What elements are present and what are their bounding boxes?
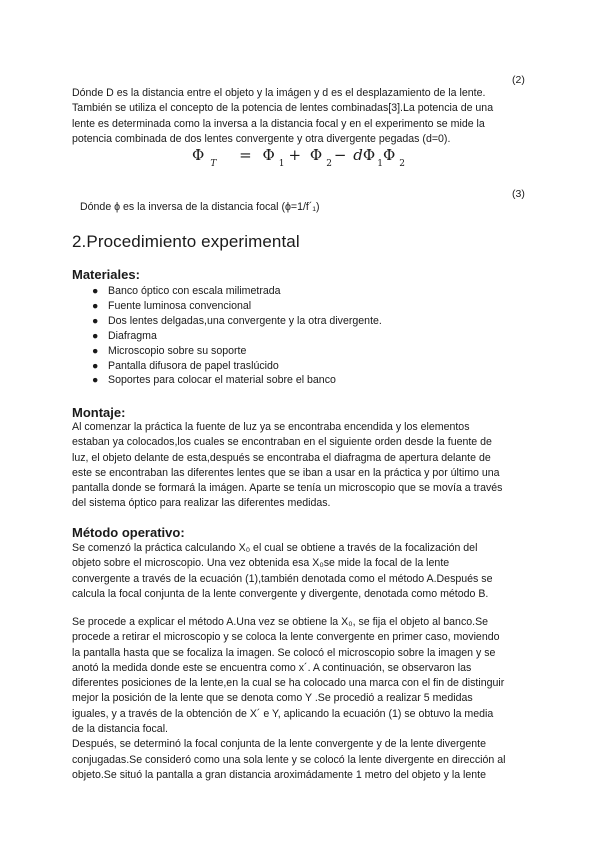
list-item: ● Diafragma — [92, 329, 157, 342]
bullet-icon: ● — [92, 299, 99, 312]
list-item: ● Dos lentes delgadas,una convergente y la otra divergente. — [92, 314, 382, 327]
text-line: la pantalla hasta que se focaliza la imagen. Se colocó el microscopio sobre la imagen y se — [72, 646, 496, 659]
phi-symbol: Φ — [382, 146, 396, 164]
phi-symbol: Φ — [192, 146, 205, 164]
bullet-icon: ● — [92, 344, 99, 357]
text-line: lente es determinada como la inversa a la distancia focal y en el experimento se mide la — [72, 117, 485, 130]
list-item: ● Microscopio sobre su soporte — [92, 344, 247, 357]
plus-sign: + — [288, 146, 302, 164]
text-line: Dónde D es la distancia entre el objeto y la imágen y d es el desplazamiento de la lente. — [72, 87, 486, 99]
list-item: ● Fuente luminosa convencional — [92, 299, 252, 312]
subscript-2: 2 — [399, 159, 405, 169]
intro-paragraph — [72, 86, 532, 147]
text-line: convergente a través de la ecuación (1),también denotada como el método A.Después se — [72, 572, 493, 585]
combined-power-formula — [192, 146, 405, 169]
text-line: Se procede a explicar el método A.Una vez se obtiene la X₀, se fija el objeto al banco.Se — [72, 616, 489, 628]
metodo-paragraph-1 — [72, 541, 532, 602]
phi-symbol: Φ — [362, 146, 376, 164]
text-line: anotó la medida donde este se encuentra como x´. A continuación, se observaron las — [72, 661, 472, 674]
materials-list — [92, 284, 382, 388]
bullet-icon: ● — [92, 329, 99, 342]
metodo-paragraph-2 — [72, 615, 532, 783]
phi-symbol: Φ — [309, 146, 323, 164]
text-line: de la distancia focal. — [72, 723, 168, 736]
bullet-icon: ● — [92, 359, 99, 372]
text-line: Se comenzó la práctica calculando X₀ el cual se obtiene a través de la focalización del — [72, 542, 478, 554]
text-line: Al comenzar la práctica la fuente de luz ya se encontraba encendida y los elementos — [72, 421, 470, 433]
text-line: procede a retirar el microscopio y se coloca la lente convergente en primer caso, moviendo — [72, 631, 500, 644]
text-line: objeto sobre el microscopio. Una vez obtenida esa X₀se mide la focal de la lente — [72, 557, 450, 570]
text-line: pantalla donde se formará la imágen. Aparte se tenía un microscopio que se movía a través — [72, 482, 503, 495]
equation-number-3: (3) — [512, 188, 525, 200]
bullet-icon: ● — [92, 374, 99, 387]
materiales-heading: Materiales: — [72, 267, 140, 282]
list-item: ● Pantalla difusora de papel traslúcido — [92, 359, 279, 372]
text-line: conjugadas.Se consideró como una sola lente y se colocó la lente divergente en dirección al — [72, 753, 506, 766]
text-line: mejor la posición de la lente que se denota como Y .Se procedió a realizar 5 medidas — [72, 692, 473, 705]
equals-sign: = — [239, 146, 252, 164]
text-line: potencia combinada de dos lentes convergente y otra divergente pegadas (d=0). — [72, 132, 451, 145]
list-item: ● Banco óptico con escala milimetrada — [92, 285, 281, 297]
bullet-icon: ● — [92, 285, 99, 297]
text-line: este se encontraban las diferentes lentes que se iban a usar en la práctica y por último una — [72, 466, 500, 479]
text-line: estaban ya colocados,los cuales se encontraban en el siguiente orden desde la fuente de — [72, 436, 492, 449]
text-line: del sistema óptico para realizar las diferentes medidas. — [72, 497, 331, 510]
montaje-heading: Montaje: — [72, 405, 126, 420]
subscript-1: 1 — [278, 159, 285, 169]
subscript-t: T — [210, 159, 217, 169]
text-line: objeto.Se situó la pantalla a gran distancia aroximádamente 1 metro del objeto y la lente — [72, 768, 486, 781]
equation-number-2: (2) — [512, 74, 525, 86]
text-line: iguales, y a través de la obtención de X´ e Y, aplicando la ecuación (1) se obtuvo la media — [72, 707, 494, 720]
list-item: ● Soportes para colocar el material sobre el banco — [92, 374, 336, 387]
minus-sign: − — [333, 146, 347, 164]
phi-symbol: Φ — [262, 146, 275, 164]
text-line: Después, se determinó la focal conjunta de la lente convergente y de la lente divergente — [72, 738, 487, 751]
text-line: luz, el objeto delante de esta,después se encontraba el diafragma de apertura delante de — [72, 451, 491, 464]
subscript-2: 2 — [326, 159, 332, 169]
text-line: calcula la focal conjunta de la lente convergente y divergente, denotada como método B. — [72, 587, 489, 600]
text-line: También se utiliza el concepto de la potencia de lentes combinadas[3].La potencia de una — [72, 102, 494, 115]
variable-d: d — [353, 146, 363, 164]
bullet-icon: ● — [92, 314, 99, 327]
subscript-1: 1 — [377, 159, 383, 169]
metodo-heading: Método operativo: — [72, 525, 185, 540]
text-line: diferentes posiciones de la lente,en la cual se ha colocado una marca con el fin de distinguir — [72, 677, 505, 690]
montaje-paragraph — [72, 420, 532, 512]
section-title: 2.Procedimiento experimental — [72, 232, 300, 251]
phi-definition: Dónde ϕ es la inversa de la distancia focal (ϕ=1/f´₁) — [80, 201, 320, 213]
